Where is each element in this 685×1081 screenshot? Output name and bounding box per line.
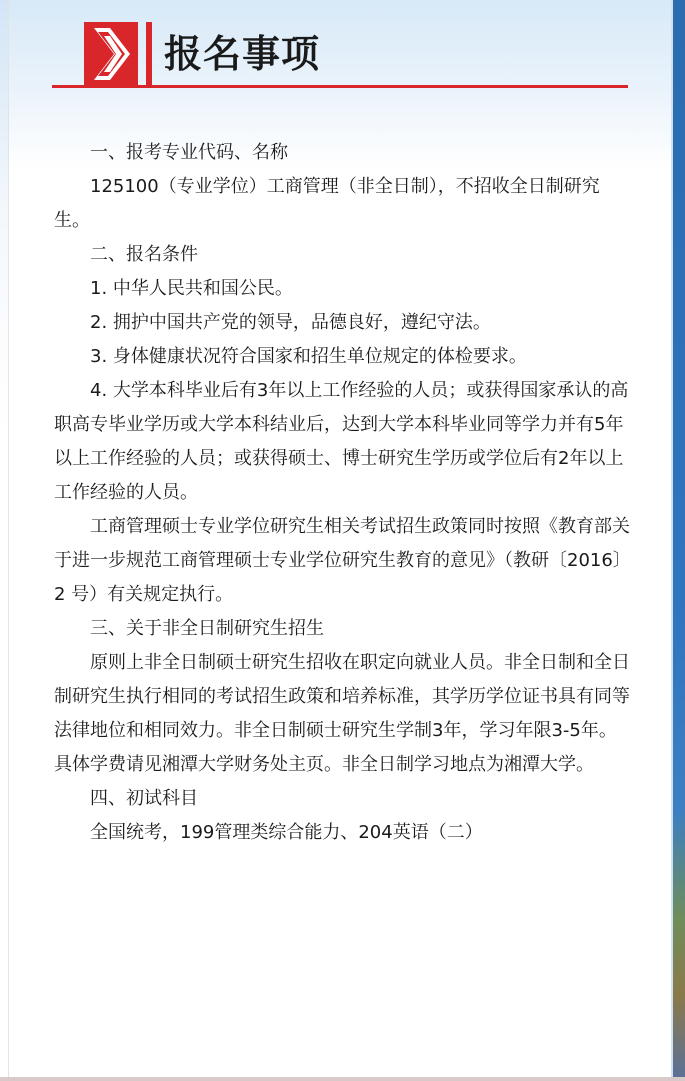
list-item: 4. 大学本科毕业后有3年以上工作经验的人员；或获得国家承认的高职高专毕业学历或大学本科结业后，达到大学本科毕业同等学力并有5年以上工作经验的人员；或获得硕士、博士研究生学历或学位后有2年以上工作经验的人员。: [54, 380, 629, 503]
list-item: 3. 身体健康状况符合国家和招生单位规定的体检要求。: [90, 346, 527, 367]
heading-1: 一、报考专业代码、名称: [90, 142, 288, 163]
document-body: [54, 136, 630, 850]
header-underline: [52, 85, 628, 88]
page-title: 报名事项: [164, 32, 321, 76]
left-edge-decoration: [0, 0, 9, 1081]
bottom-edge-decoration: [0, 1077, 685, 1081]
chevron-right-icon: [84, 22, 138, 86]
header-divider-bar: [146, 22, 152, 86]
list-item: 2. 拥护中国共产党的领导，品德良好，遵纪守法。: [90, 312, 491, 333]
list-item: 1. 中华人民共和国公民。: [90, 278, 293, 299]
heading-4: 四、初试科目: [90, 788, 198, 809]
section-header: [84, 22, 632, 86]
right-photo-strip: [673, 0, 685, 1081]
paragraph: 125100（专业学位）工商管理（非全日制），不招收全日制研究生。: [54, 176, 600, 231]
paragraph: 工商管理硕士专业学位研究生相关考试招生政策同时按照《教育部关于进一步规范工商管理硕士专业学位研究生教育的意见》（教研〔2016〕2 号）有关规定执行。: [54, 516, 630, 605]
header-badge: [84, 22, 138, 86]
heading-3: 三、关于非全日制研究生招生: [90, 618, 324, 639]
paragraph: 全国统考，199管理类综合能力、204英语（二）: [90, 822, 483, 843]
paragraph: 原则上非全日制硕士研究生招收在职定向就业人员。非全日制和全日制研究生执行相同的考试招生政策和培养标准，其学历学位证书具有同等法律地位和相同效力。非全日制硕士研究生学制3年，学习年限3-5年。具体学费请见湘潭大学财务处主页。非全日制学习地点为湘潭大学。: [54, 652, 630, 775]
heading-2: 二、报名条件: [90, 244, 198, 265]
